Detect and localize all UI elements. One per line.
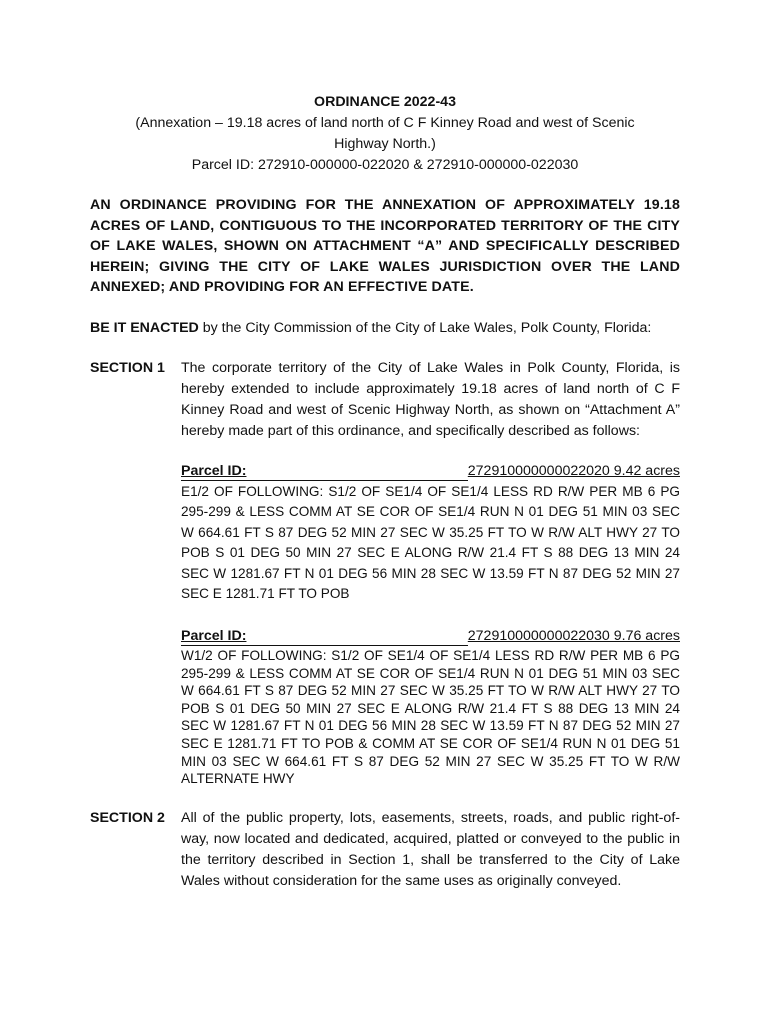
section-1-label: SECTION 1 bbox=[90, 360, 165, 376]
parcel-2-label: Parcel ID: bbox=[181, 627, 468, 646]
enacted-rest: by the City Commission of the City of Lake Wales, Polk County, Florida: bbox=[198, 320, 652, 336]
parcel-id-line: Parcel ID: 272910-000000-022020 & 272910-000000-022030 bbox=[191, 157, 579, 173]
parcel-1-legal-description: E1/2 OF FOLLOWING: S1/2 OF SE1/4 OF SE1/4 LESS RD R/W PER MB 6 PG 295-299 & LESS COMM AT SE COR OF SE1/4 RUN N 01 DEG 51 MIN 03 SEC W 664.61 FT S 87 DEG 52 MIN 27 SEC W 35.25 FT TO W R/W ALT HWY 27 TO POB S 01 DEG 50 MIN 27 SEC E ALONG R/W 21.4 FT S 88 DEG 13 MIN 24 SEC W 1281.67 FT N 01 DEG 56 MIN 28 SEC W 13.59 FT N 87 DEG 52 MIN 27 SEC E 1281.71 FT TO POB bbox=[181, 484, 680, 602]
ordinance-title: ORDINANCE 2022-43 bbox=[314, 94, 456, 110]
parcel-1-header bbox=[181, 462, 680, 481]
parcel-2-value: 272910000000022030 9.76 acres bbox=[467, 628, 680, 644]
parcel-1-label: Parcel ID: bbox=[181, 462, 468, 481]
subtitle-line-1: (Annexation – 19.18 acres of land north of C F Kinney Road and west of Scenic bbox=[135, 115, 635, 131]
ordinance-heading: AN ORDINANCE PROVIDING FOR THE ANNEXATION OF APPROXIMATELY 19.18 ACRES OF LAND, CONTIGUOUS TO THE INCORPORATED TERRITORY OF THE CITY OF LAKE WALES, SHOWN ON ATTACHMENT “A” AND SPECIFICALLY DESCRIBED HEREIN; GIVING THE CITY OF LAKE WALES JURISDICTION OVER THE LAND ANNEXED; AND PROVIDING FOR AN EFFECTIVE DATE. bbox=[90, 197, 680, 296]
parcel-1-value: 272910000000022020 9.42 acres bbox=[467, 463, 680, 479]
parcel-2-header bbox=[181, 627, 680, 646]
section-2-text: All of the public property, lots, easements, streets, roads, and public right-of-way, now located and dedicated, acquired, platted or conveyed to the public in the territory described in Section 1, shall be transferred to the City of Lake Wales without consideration for the same uses as originally conveyed. bbox=[181, 810, 680, 889]
enacted-lead: BE IT ENACTED bbox=[90, 320, 199, 336]
parcel-2-legal-description: W1/2 OF FOLLOWING: S1/2 OF SE1/4 OF SE1/4 LESS RD R/W PER MB 6 PG 295-299 & LESS COMM AT SE COR OF SE1/4 RUN N 01 DEG 51 MIN 03 SEC W 664.61 FT S 87 DEG 52 MIN 27 SEC W 35.25 FT TO W R/W ALT HWY 27 TO POB S 01 DEG 50 MIN 27 SEC E ALONG R/W 21.4 FT S 88 DEG 13 MIN 24 SEC W 1281.67 FT N 01 DEG 56 MIN 28 SEC W 13.59 FT N 87 DEG 52 MIN 27 SEC E 1281.71 FT TO POB & COMM AT SE COR OF SE1/4 RUN N 01 DEG 51 MIN 03 SEC W 664.61 FT S 87 DEG 52 MIN 27 SEC W 35.25 FT TO W R/W ALTERNATE HWY bbox=[181, 648, 680, 787]
subtitle-line-2: Highway North.) bbox=[334, 136, 436, 152]
section-1-text: The corporate territory of the City of Lake Wales in Polk County, Florida, is hereby extended to include approximately 19.18 acres of land north of C F Kinney Road and west of Scenic Highway North, as shown on “Attachment A” hereby made part of this ordinance, and specifically described as follows: bbox=[181, 360, 680, 439]
section-2-label: SECTION 2 bbox=[90, 810, 165, 826]
enacted-clause bbox=[90, 318, 690, 338]
